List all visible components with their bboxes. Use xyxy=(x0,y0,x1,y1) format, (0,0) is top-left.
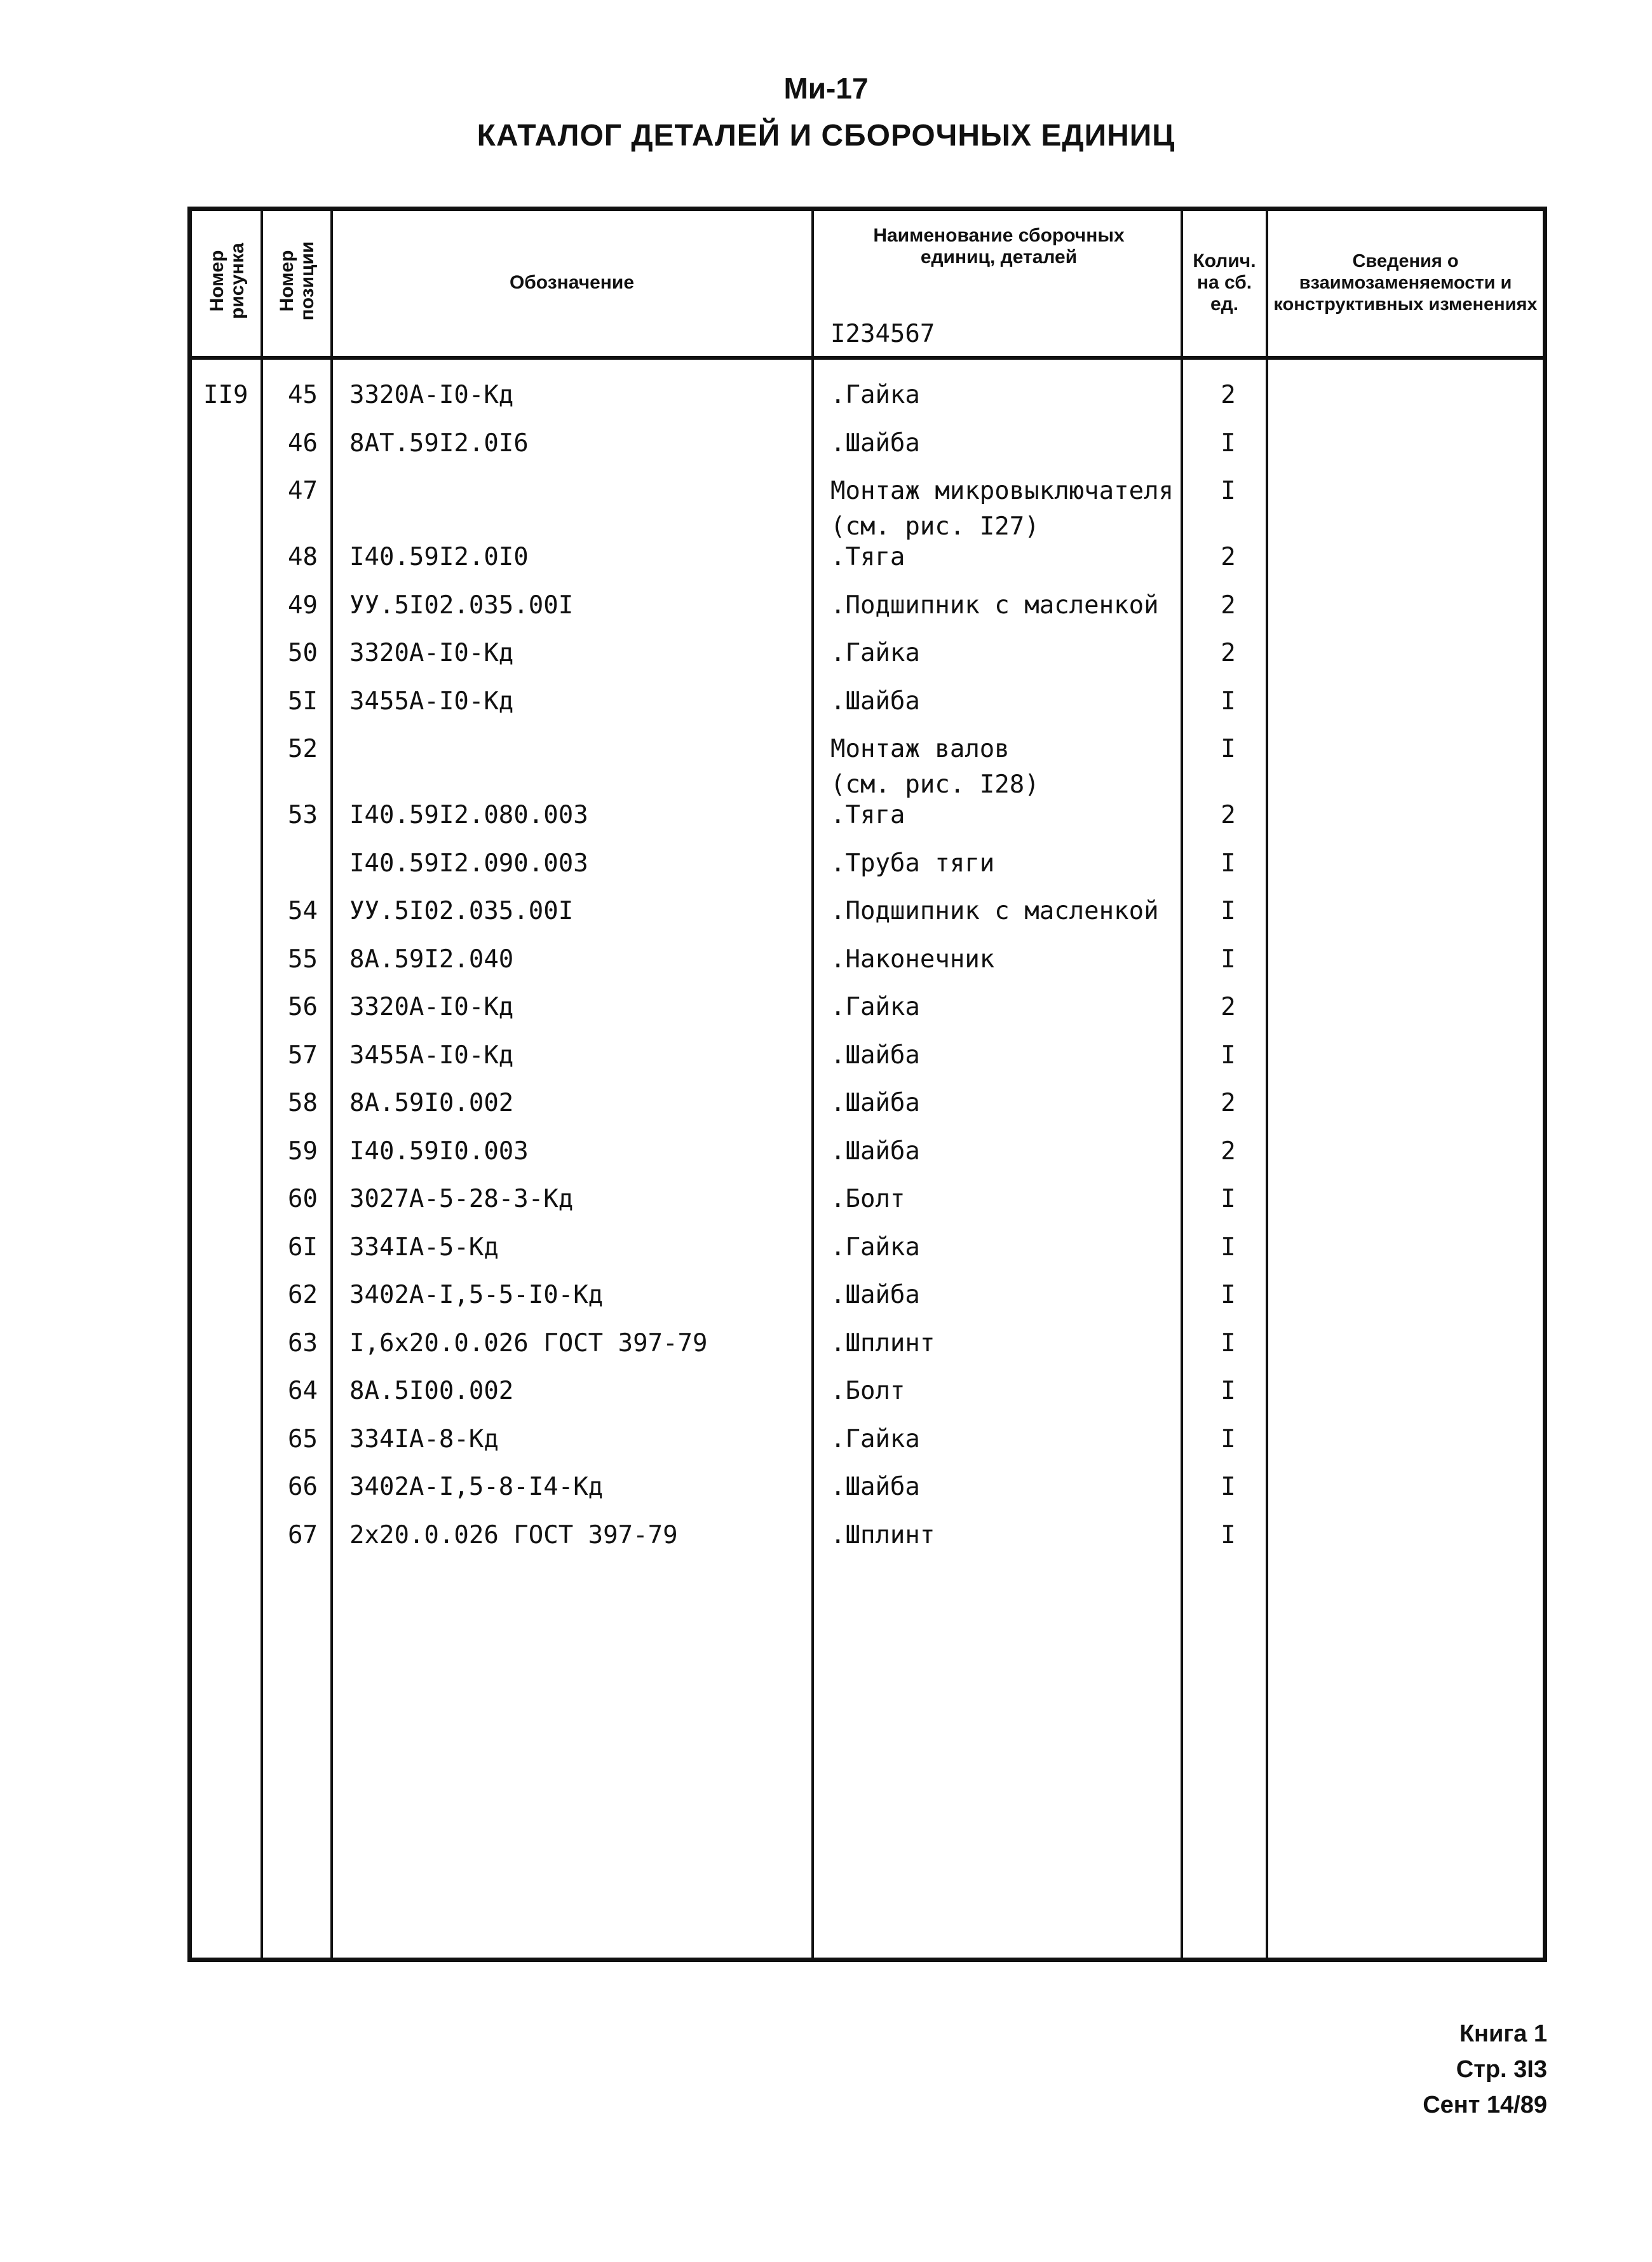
table-row xyxy=(192,1134,1543,1182)
designation: 3455A-I0-Кд xyxy=(349,1040,514,1070)
designation: 8AT.59I2.0I6 xyxy=(349,428,529,458)
part-name: .Труба тяги xyxy=(830,848,995,878)
footer-date: Сент 14/89 xyxy=(1423,2092,1547,2118)
designation: 334IA-8-Кд xyxy=(349,1424,499,1454)
designation: 2x20.0.026 ГОСТ 397-79 xyxy=(349,1520,678,1550)
header-position-number: Номер позиции xyxy=(276,241,318,321)
part-name: .Шайба xyxy=(830,428,920,458)
page-subtitle: КАТАЛОГ ДЕТАЛЕЙ И СБОРОЧНЫХ ЕДИНИЦ xyxy=(477,119,1175,153)
table-row xyxy=(192,1373,1543,1422)
quantity: 2 xyxy=(1221,1089,1236,1118)
position-number: 48 xyxy=(288,543,318,572)
designation: 8A.5I00.002 xyxy=(349,1377,514,1406)
quantity: I xyxy=(1221,1281,1236,1310)
designation: 3402A-I,5-8-I4-Кд xyxy=(349,1473,604,1502)
position-number: 64 xyxy=(288,1377,318,1406)
table-row xyxy=(192,540,1543,588)
header-figure-number: Номер рисунка xyxy=(207,243,248,319)
table-row xyxy=(192,732,1543,800)
table-row xyxy=(192,1518,1543,1566)
quantity: I xyxy=(1221,1473,1236,1502)
part-name: .Шплинт xyxy=(830,1520,935,1550)
part-name: .Шплинт xyxy=(830,1328,935,1358)
table-row xyxy=(192,1182,1543,1230)
header-name-levels: I234567 xyxy=(830,320,935,348)
footer-page: Стр. 3I3 xyxy=(1456,2056,1547,2083)
table-row xyxy=(192,894,1543,942)
quantity: I xyxy=(1221,848,1236,878)
designation: I40.59I0.003 xyxy=(349,1136,529,1166)
position-number: 60 xyxy=(288,1185,318,1214)
table-row xyxy=(192,1038,1543,1086)
parts-catalog-table xyxy=(187,207,1547,1962)
position-number: 58 xyxy=(288,1089,318,1118)
quantity: I xyxy=(1221,1185,1236,1214)
designation: УУ.5I02.035.00I xyxy=(349,590,574,620)
designation: I,6x20.0.026 ГОСТ 397-79 xyxy=(349,1328,708,1358)
quantity: 2 xyxy=(1221,639,1236,668)
quantity: I xyxy=(1221,897,1236,926)
position-number: 46 xyxy=(288,428,318,458)
position-number: 47 xyxy=(288,477,318,505)
table-row xyxy=(192,1422,1543,1470)
page-title: Ми-17 xyxy=(783,72,869,105)
part-name: Монтаж валов xyxy=(830,735,1010,764)
position-number: 63 xyxy=(288,1328,318,1358)
position-number: 66 xyxy=(288,1473,318,1502)
table-row xyxy=(192,942,1543,990)
position-number: 57 xyxy=(288,1040,318,1070)
designation: 3320A-I0-Кд xyxy=(349,993,514,1022)
quantity: I xyxy=(1221,428,1236,458)
header-designation: Обозначение xyxy=(509,272,635,293)
table-row xyxy=(192,1469,1543,1518)
quantity: 2 xyxy=(1221,993,1236,1022)
table-row xyxy=(192,378,1543,426)
table-row xyxy=(192,1086,1543,1134)
designation: 3402A-I,5-5-I0-Кд xyxy=(349,1281,604,1310)
designation: 3455A-I0-Кд xyxy=(349,686,514,716)
quantity: I xyxy=(1221,1424,1236,1454)
quantity: 2 xyxy=(1221,801,1236,830)
quantity: I xyxy=(1221,1040,1236,1070)
part-name: .Подшипник с масленкой xyxy=(830,897,1159,926)
part-name: .Тяга xyxy=(830,801,905,830)
position-number: 53 xyxy=(288,801,318,830)
part-name: .Шайба xyxy=(830,1281,920,1310)
part-name: .Шайба xyxy=(830,1136,920,1166)
part-name: Монтаж микровыключателя xyxy=(830,477,1174,505)
part-name: .Шайба xyxy=(830,1040,920,1070)
part-name: .Гайка xyxy=(830,639,920,668)
part-name: .Гайка xyxy=(830,1232,920,1262)
part-name: .Шайба xyxy=(830,1089,920,1118)
table-row xyxy=(192,990,1543,1038)
part-name: .Шайба xyxy=(830,1473,920,1502)
position-number: 50 xyxy=(288,639,318,668)
quantity: 2 xyxy=(1221,381,1236,409)
designation: УУ.5I02.035.00I xyxy=(349,897,574,926)
position-number: 5I xyxy=(288,686,318,716)
table-row xyxy=(192,1230,1543,1278)
table-row xyxy=(192,1326,1543,1374)
position-number: 45 xyxy=(288,381,318,409)
quantity: I xyxy=(1221,735,1236,764)
designation: 8A.59I2.040 xyxy=(349,944,514,974)
designation: 334IA-5-Кд xyxy=(349,1232,499,1262)
quantity: I xyxy=(1221,1328,1236,1358)
part-name: .Болт xyxy=(830,1185,905,1214)
part-name: .Наконечник xyxy=(830,944,995,974)
position-number: 59 xyxy=(288,1136,318,1166)
position-number: 52 xyxy=(288,735,318,764)
part-name: .Гайка xyxy=(830,1424,920,1454)
table-row xyxy=(192,474,1543,541)
quantity: 2 xyxy=(1221,543,1236,572)
designation: 8A.59I0.002 xyxy=(349,1089,514,1118)
table-row xyxy=(192,636,1543,684)
position-number: 65 xyxy=(288,1424,318,1454)
designation: 3320A-I0-Кд xyxy=(349,381,514,409)
header-name: Наименование сборочных единиц, деталей xyxy=(873,225,1125,268)
table-row xyxy=(192,846,1543,894)
position-number: 49 xyxy=(288,590,318,620)
part-name: .Болт xyxy=(830,1377,905,1406)
position-number: 67 xyxy=(288,1520,318,1550)
part-name: .Тяга xyxy=(830,543,905,572)
quantity: I xyxy=(1221,1377,1236,1406)
table-row xyxy=(192,684,1543,732)
part-name-reference: (см. рис. I27) xyxy=(830,512,1039,541)
table-row xyxy=(192,588,1543,636)
table-row xyxy=(192,1277,1543,1326)
designation: 3027A-5-28-3-Кд xyxy=(349,1185,574,1214)
part-name: .Подшипник с масленкой xyxy=(830,590,1159,620)
quantity: 2 xyxy=(1221,1136,1236,1166)
header-notes: Сведения о взаимозаменяемости и конструктивных изменениях xyxy=(1273,251,1538,315)
part-name-reference: (см. рис. I28) xyxy=(830,770,1039,800)
part-name: .Гайка xyxy=(830,381,920,409)
designation: I40.59I2.0I0 xyxy=(349,543,529,572)
position-number: 55 xyxy=(288,944,318,974)
table-row xyxy=(192,798,1543,846)
header-quantity: Колич. на сб. ед. xyxy=(1193,250,1256,315)
footer-book: Книга 1 xyxy=(1459,2020,1547,2047)
quantity: I xyxy=(1221,477,1236,505)
position-number: 62 xyxy=(288,1281,318,1310)
quantity: I xyxy=(1221,1232,1236,1262)
position-number: 6I xyxy=(288,1232,318,1262)
designation: I40.59I2.090.003 xyxy=(349,848,588,878)
part-name: .Гайка xyxy=(830,993,920,1022)
figure-number: II9 xyxy=(203,381,248,409)
quantity: I xyxy=(1221,944,1236,974)
table-row xyxy=(192,426,1543,474)
quantity: I xyxy=(1221,686,1236,716)
header-rule xyxy=(192,356,1543,360)
designation: I40.59I2.080.003 xyxy=(349,801,588,830)
quantity: 2 xyxy=(1221,590,1236,620)
designation: 3320A-I0-Кд xyxy=(349,639,514,668)
part-name: .Шайба xyxy=(830,686,920,716)
position-number: 56 xyxy=(288,993,318,1022)
quantity: I xyxy=(1221,1520,1236,1550)
position-number: 54 xyxy=(288,897,318,926)
